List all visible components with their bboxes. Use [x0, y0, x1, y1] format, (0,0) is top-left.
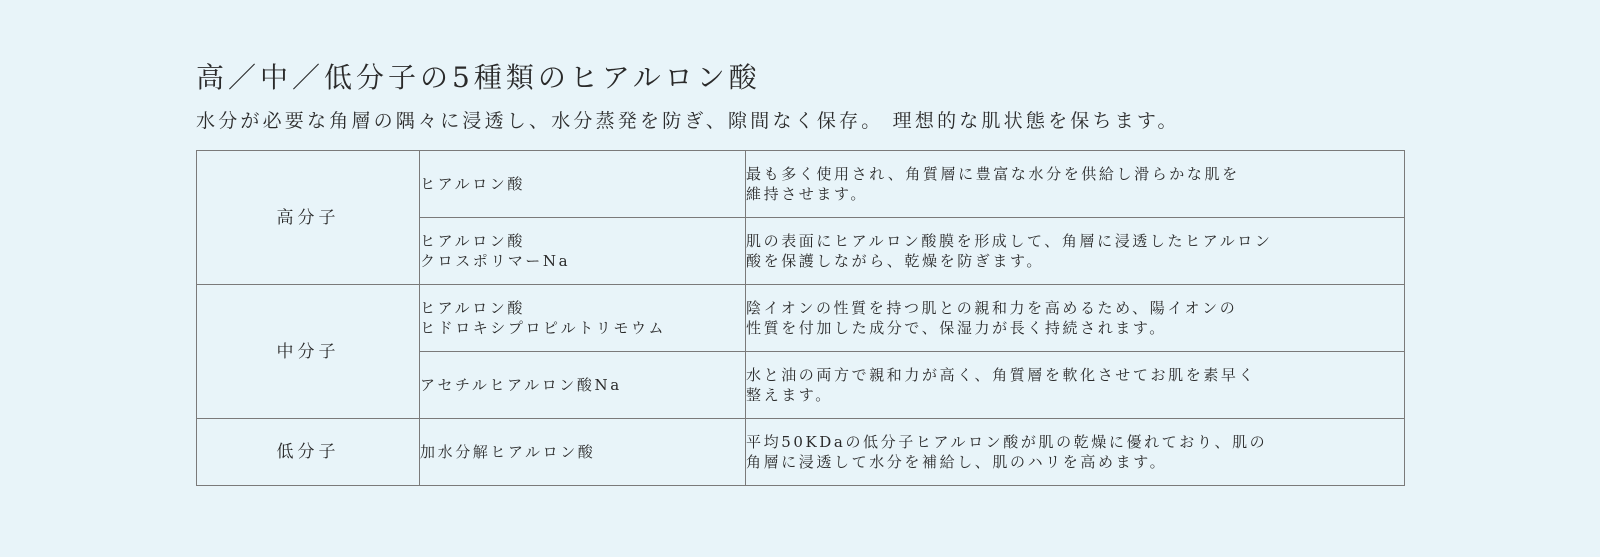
- ingredient-name-line: ヒアルロン酸: [420, 175, 526, 193]
- ingredient-name-line: アセチルヒアルロン酸Na: [420, 376, 622, 394]
- category-label: 中分子: [276, 341, 340, 362]
- page-title: 高／中／低分子の5種類のヒアルロン酸: [196, 61, 761, 94]
- ingredient-name-cell: [420, 285, 746, 352]
- ingredient-name-cell: [420, 218, 746, 285]
- ingredient-name-cell: [420, 151, 746, 218]
- category-label: 低分子: [276, 442, 340, 462]
- category-cell-high: [197, 151, 420, 285]
- ingredient-name-line: ヒドロキシプロピルトリモウム: [420, 319, 667, 337]
- description-line: 酸を保護しながら、乾燥を防ぎます。: [746, 252, 1045, 270]
- category-cell-medium: [197, 285, 420, 419]
- ingredient-name-cell: [420, 352, 746, 419]
- ingredient-description-cell: [746, 151, 1405, 218]
- category-label: 高分子: [276, 207, 340, 228]
- table-row: [197, 151, 1405, 218]
- hyaluronic-acid-table: [196, 150, 1405, 486]
- ingredient-description-cell: [746, 218, 1405, 285]
- ingredient-description-cell: [746, 285, 1405, 352]
- description-line: 最も多く使用され、角質層に豊富な水分を供給し滑らかな肌を: [746, 165, 1240, 183]
- ingredient-description-cell: [746, 419, 1405, 486]
- ingredient-name-cell: [420, 419, 746, 486]
- description-line: 平均50KDaの低分子ヒアルロン酸が肌の乾燥に優れており、肌の: [746, 433, 1268, 451]
- ingredient-name-line: ヒアルロン酸: [420, 299, 526, 317]
- ingredient-name-line: 加水分解ヒアルロン酸: [420, 443, 596, 461]
- description-line: 性質を付加した成分で、保湿力が長く持続されます。: [746, 319, 1167, 337]
- table-row: [197, 285, 1405, 352]
- ingredient-name-line: ヒアルロン酸: [420, 232, 526, 250]
- category-cell-low: [197, 419, 420, 486]
- description-line: 整えます。: [746, 386, 833, 404]
- ingredient-description-cell: [746, 352, 1405, 419]
- description-line: 維持させます。: [746, 185, 869, 203]
- description-line: 角層に浸透して水分を補給し、肌のハリを高めます。: [746, 453, 1168, 471]
- description-line: 水と油の両方で親和力が高く、角質層を軟化させてお肌を素早く: [746, 366, 1257, 384]
- table-row: [197, 419, 1405, 486]
- page-subtitle: 水分が必要な角層の隅々に浸透し、水分蒸発を防ぎ、隙間なく保存。 理想的な肌状態を保ちます。: [196, 110, 1180, 132]
- description-line: 肌の表面にヒアルロン酸膜を形成して、角層に浸透したヒアルロン: [746, 232, 1273, 250]
- description-line: 陰イオンの性質を持つ肌との親和力を高めるため、陽イオンの: [746, 299, 1238, 317]
- ingredient-name-line: クロスポリマーNa: [420, 252, 571, 270]
